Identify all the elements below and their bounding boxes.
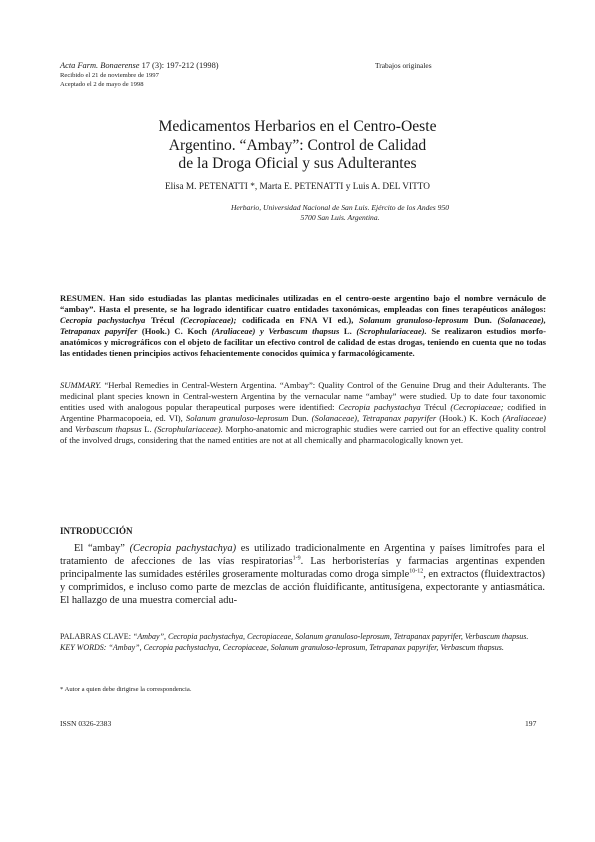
abstract-text: “Herbal Remedies in Central-Western Argentina. “Ambay”: Quality Control of the Genuine Drug and their Adulterants. The medicinal plant species known in Central-western Argentina by the vernacular name “ambay” were studied. Up to date four taxonomic entities used with analogous popular therapeutical purposes were identified: [60, 380, 547, 412]
journal-citation [60, 61, 219, 71]
species-name: Solanum granuloso-leprosum [185, 413, 289, 423]
keywords-label: KEY WORDS: [60, 642, 107, 652]
species-name: Solanum granuloso-leprosum [359, 315, 469, 325]
keywords-english [60, 643, 545, 653]
species-name: Verbascum thapsus [75, 424, 142, 434]
citation-ref: 1-9 [292, 555, 301, 562]
keywords [60, 632, 545, 653]
citation-ref: 10-12 [409, 568, 424, 575]
species-name: (Araliaceae) y Verbascum thapsus [211, 326, 340, 336]
species-name: (Cecropiaceae; [450, 402, 504, 412]
species-name: Cecropia pachystachya [338, 402, 421, 412]
title-line: de la Droga Oficial y sus Adulterantes [178, 155, 417, 173]
body-text: es utilizado tradicionalmente en Argentina y países limítrofes para el tratamiento de afecciones de las vías respiratorias [60, 543, 545, 567]
abstract-label: RESUMEN. [60, 293, 106, 303]
species-name: (Scrophulariaceae). [356, 326, 427, 336]
keywords-spanish [60, 632, 545, 642]
intro-paragraph [60, 542, 545, 607]
title-line: Medicamentos Herbarios en el Centro-Oeste [158, 118, 437, 135]
species-name: (Cecropiaceae); [180, 315, 237, 325]
paper-title [0, 118, 595, 174]
article-section: Trabajos originales [375, 61, 432, 70]
abstract-text: Trécul [424, 402, 447, 412]
affiliation-line: 5700 San Luis. Argentina. [300, 212, 380, 222]
abstract-spanish [60, 293, 546, 359]
affiliation-line: Herbario, Universidad Nacional de San Luis. Ejército de los Andes 950 [230, 203, 450, 212]
abstract-text: codificada en FNA VI ed.), [242, 315, 354, 325]
abstract-text: Trécul [150, 315, 175, 325]
footnote: * Autor a quien debe dirigirse la correspondencia. [60, 686, 192, 693]
journal-name: Acta Farm. Bonaerense [60, 61, 140, 70]
affiliation [190, 203, 490, 222]
title-line: Argentino. “Ambay”: Control de Calidad [168, 136, 427, 154]
species-name: (Solanaceae), Tetrapanax papyrifer [60, 315, 546, 336]
species-name: (Cecropia pachystachya) [129, 543, 237, 554]
abstract-text: and [60, 424, 73, 434]
species-name: (Scrophulariaceae). [154, 424, 223, 434]
abstract-text: Dun. [291, 413, 309, 423]
body-text: El “ambay” [74, 543, 125, 554]
abstract-text: L. [343, 326, 352, 336]
species-name: Cecropia pachystachya [60, 315, 146, 325]
citation: 17 (3): 197-212 (1998) [141, 61, 219, 70]
abstract-text: Morpho-anatomic and micrographic studies were carried out for an effective quality control of the involved drugs, considering that the named entities are not at all chemically and pharmacologically known yet. [60, 424, 547, 445]
authors: Elisa M. PETENATTI *, Marta E. PETENATTI y Luis A. DEL VITTO [164, 182, 430, 192]
abstract-text: L. [144, 424, 152, 434]
abstract-text: codified in Argentine Pharmacopoeia, ed. VI), [60, 402, 547, 423]
abstract-text: (Hook.) C. Koch [141, 326, 207, 336]
abstract-label: SUMMARY. [60, 380, 102, 390]
species-name: (Solanaceae), Tetrapanax papyrifer [311, 413, 437, 423]
received-date: Recibido el 21 de noviembre de 1997 [60, 72, 159, 79]
page-number: 197 [525, 719, 537, 728]
abstract-text: (Hook.) K. Koch [439, 413, 500, 423]
body-text: . Las herboristerías y farmacias argentinas expenden principalmente las sumidades estériles groseramente molturadas como droga simple [60, 556, 545, 580]
section-heading: INTRODUCCIÓN [60, 526, 133, 536]
abstract-english [60, 380, 546, 446]
issn: ISSN 0326-2383 [60, 719, 112, 728]
body-text: , en extractos (fluidextractos) y comprimidos, e incluso como parte de mezclas de acción fluidificante, antitusígena, expectorante y antiasmática. El hallazgo de una muestra comercial adu- [60, 569, 545, 606]
abstract-text: Han sido estudiadas las plantas medicinales utilizadas en el centro-oeste argentino bajo el nombre vernáculo de “ambay”. Hasta el presente, se ha logrado identificar cuatro entidades taxonómicas, empleadas con fines terapéuticos análogos: [60, 293, 546, 314]
keywords-values: “Ambay”, Cecropia pachystachya, Cecropiaceae, Solanum granuloso-leprosum, Tetrapanax papyrifer, Verbascum thapsus. [108, 642, 504, 652]
abstract-text: Se realizaron estudios morfo-anatómicos y micrográficos con el objeto de facilitar un efectivo control de calidad de estas drogas, teniendo en cuenta que no todas las entidades tienen principios activos fehacientemente conocidos química y farmacológicamente. [60, 326, 546, 358]
accepted-date: Aceptado el 2 de mayo de 1998 [60, 81, 144, 88]
keywords-values: “Ambay”, Cecropia pachystachya, Cecropiaceae, Solanum granuloso-leprosum, Tetrapanax papyrifer, Verbascum thapsus. [132, 632, 529, 641]
abstract-text: Dun. [473, 315, 492, 325]
species-name: (Araliaceae) [502, 413, 546, 423]
keywords-label: PALABRAS CLAVE: [60, 632, 131, 641]
